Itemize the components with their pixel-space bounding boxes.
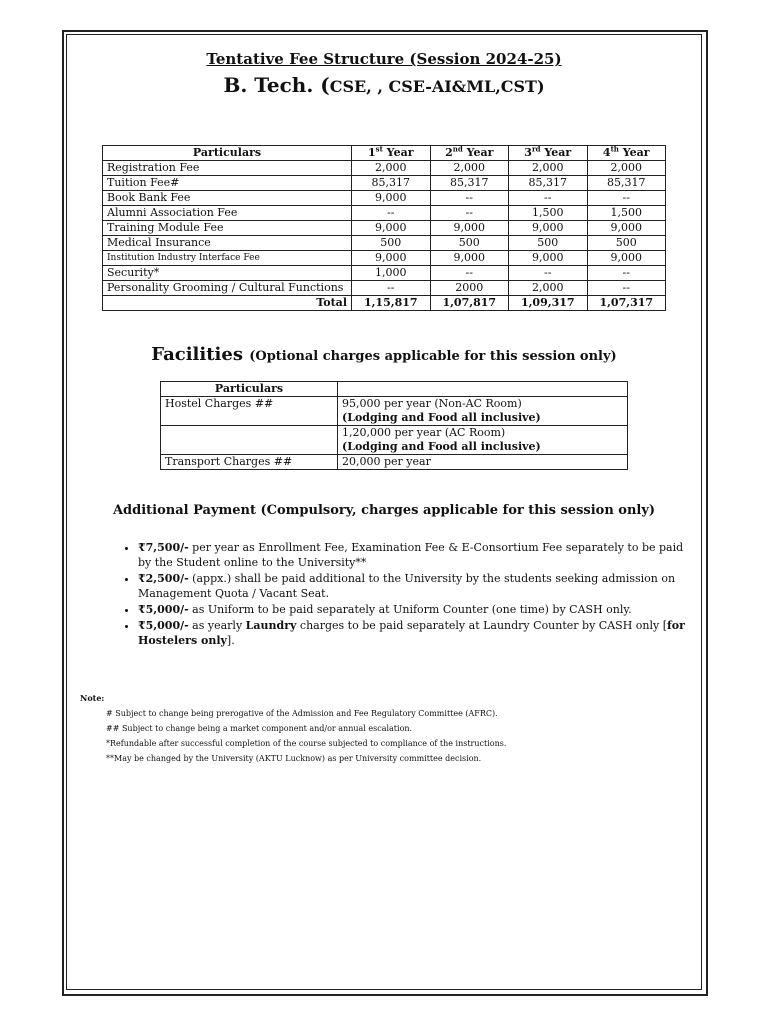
table-row: Personality Grooming / Cultural Functions -- 2000 2,000 -- [103, 281, 666, 296]
fee-table-header [103, 146, 666, 161]
col-year-1: 1st Year [352, 146, 431, 161]
additional-payment-heading: Additional Payment (Compulsory, charges applicable for this session only) [112, 503, 656, 518]
note-line: *Refundable after successful completion of the course subjected to compliance of the instructions. [106, 739, 507, 748]
table-row: Hostel Charges ## 95,000 per year (Non-AC Room) (Lodging and Food all inclusive) [161, 397, 628, 426]
col-year-3: 3rd Year [509, 146, 588, 161]
program-title: B. Tech. (CSE, , CSE-AI&ML,CST) [223, 73, 545, 97]
fee-table [102, 145, 666, 311]
facilities-table [160, 381, 628, 470]
list-item: • ₹5,000/- as yearly Laundry charges to be paid separately at Laundry Counter by CASH only [for Hostelers only]. [138, 618, 698, 648]
list-item: • ₹5,000/- as Uniform to be paid separately at Uniform Counter (one time) by CASH only. [138, 602, 698, 617]
additional-payment-list [112, 540, 698, 649]
document-title: Tentative Fee Structure (Session 2024-25) [206, 50, 562, 68]
col-year-2: 2nd Year [430, 146, 509, 161]
list-item: • ₹2,500/- (appx.) shall be paid additional to the University by the students seeking admission on Management Quota / Vacant Seat. [138, 571, 698, 601]
table-row: Tuition Fee# 85,317 85,317 85,317 85,317 [103, 176, 666, 191]
table-row: Medical Insurance 500 500 500 500 [103, 236, 666, 251]
col-year-4: 4th Year [587, 146, 666, 161]
notes-list [106, 706, 506, 766]
table-row: Registration Fee 2,000 2,000 2,000 2,000 [103, 161, 666, 176]
facilities-heading: Facilities (Optional charges applicable for this session only) [151, 344, 617, 365]
table-row: Training Module Fee 9,000 9,000 9,000 9,000 [103, 221, 666, 236]
note-line: **May be changed by the University (AKTU Lucknow) as per University committee decision. [106, 754, 482, 763]
list-item: • ₹7,500/- per year as Enrollment Fee, Examination Fee & E-Consortium Fee separately to be paid by the Student online to the University** [138, 540, 698, 570]
col-particulars: Particulars [103, 146, 352, 161]
table-row: Institution Industry Interface Fee 9,000 9,000 9,000 9,000 [103, 251, 666, 266]
table-row: 1,20,000 per year (AC Room) (Lodging and Food all inclusive) [161, 426, 628, 455]
table-row: Alumni Association Fee -- -- 1,500 1,500 [103, 206, 666, 221]
note-line: # Subject to change being prerogative of the Admission and Fee Regulatory Committee (AFRC). [106, 709, 498, 718]
table-row: Security* 1,000 -- -- -- [103, 266, 666, 281]
note-line: ## Subject to change being a market component and/or annual escalation. [106, 724, 413, 733]
table-row: Book Bank Fee 9,000 -- -- -- [103, 191, 666, 206]
total-row: Total 1,15,817 1,07,817 1,09,317 1,07,317 [103, 296, 666, 311]
note-label: Note: [80, 693, 105, 703]
table-row: Transport Charges ## 20,000 per year [161, 455, 628, 470]
table-row: Particulars [161, 382, 628, 397]
